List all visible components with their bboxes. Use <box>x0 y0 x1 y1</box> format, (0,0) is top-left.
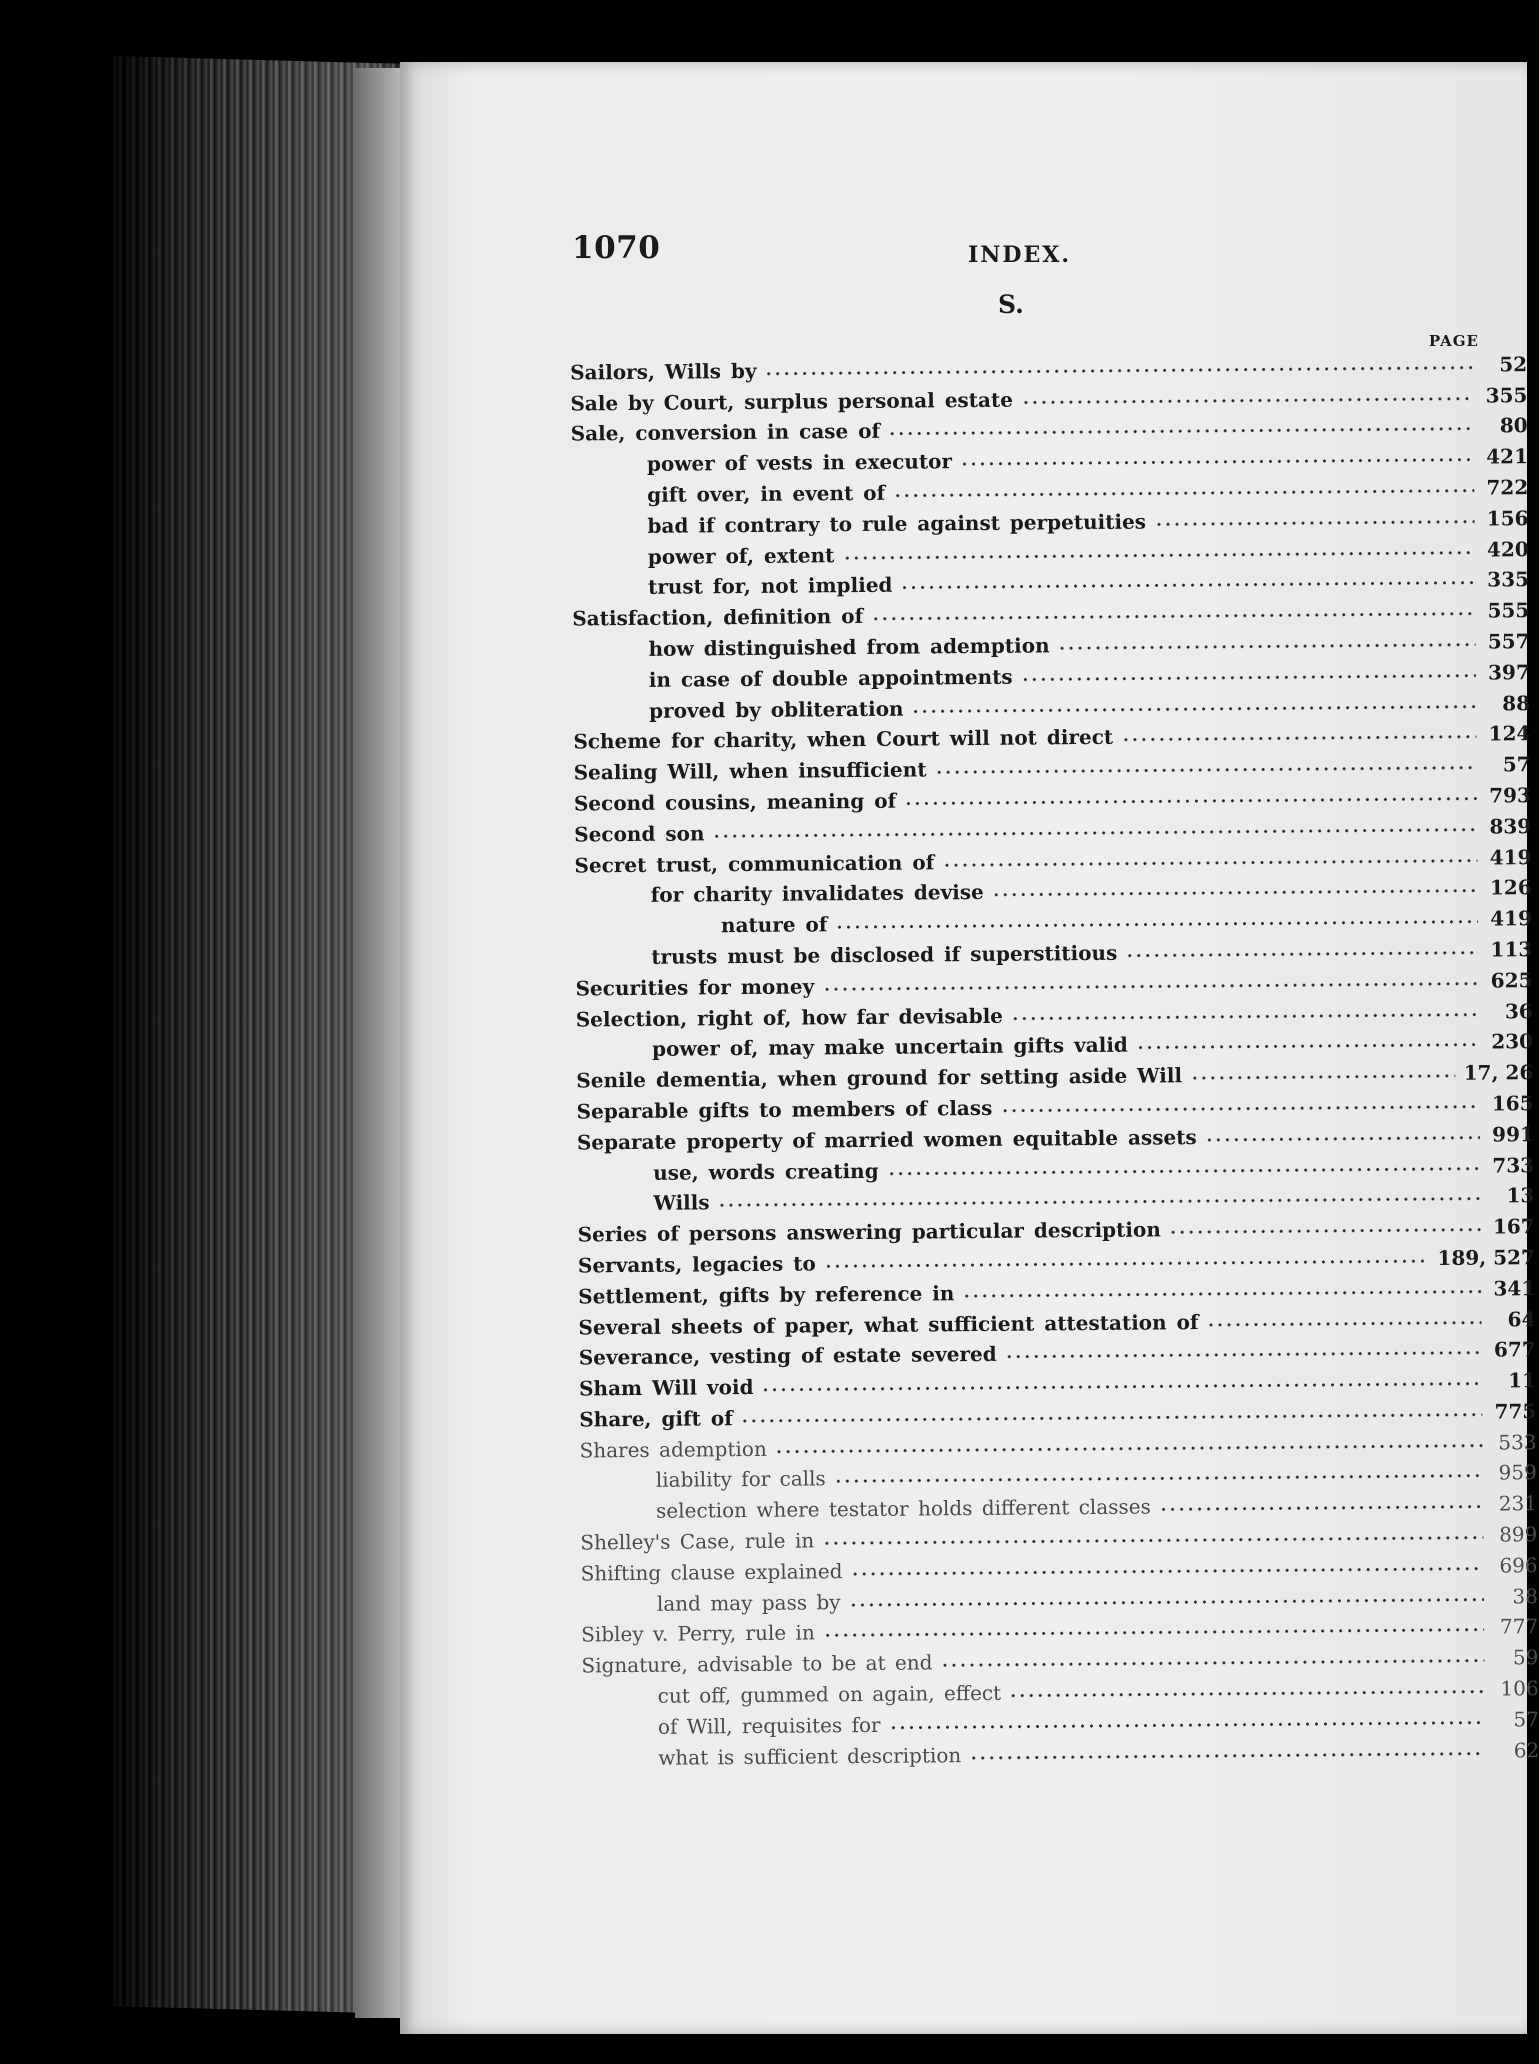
page-reference: 696 <box>1499 1552 1538 1578</box>
index-term: bad if contrary to rule against perpetuities <box>647 509 1147 538</box>
dot-leader <box>962 1288 1481 1299</box>
dot-leader <box>888 426 1474 437</box>
index-term: Series of persons answering particular description <box>577 1217 1161 1247</box>
page-reference: 625 <box>1490 967 1533 993</box>
page-reference: 156 <box>1486 505 1529 531</box>
page-reference: 355 <box>1485 382 1528 408</box>
page-reference: 419 <box>1490 906 1533 931</box>
page-reference: 677 <box>1493 1337 1536 1362</box>
page-reference: 839 <box>1489 813 1532 839</box>
dot-leader <box>822 980 1478 992</box>
index-term: power of, may make uncertain gifts valid <box>651 1033 1128 1062</box>
index-term: Sale, conversion in case of <box>570 419 881 446</box>
index-term: Settlement, gifts by reference in <box>578 1280 955 1309</box>
index-term: selection where testator holds different classes <box>655 1494 1151 1524</box>
index-term: what is sufficient description <box>658 1742 962 1770</box>
index-term: land may pass by <box>656 1589 841 1616</box>
dot-leader <box>835 919 1478 931</box>
index-term: Shelley's Case, rule in <box>580 1528 815 1555</box>
page-reference: 533 <box>1498 1429 1537 1455</box>
page-reference: 59 <box>1512 1645 1539 1670</box>
page-reference: 421 <box>1486 444 1529 469</box>
dot-leader <box>1005 1350 1482 1360</box>
index-term: Selection, right of, how far devisable <box>575 1003 1004 1032</box>
page-column-label: PAGE <box>1428 332 1479 350</box>
index-term: use, words creating <box>653 1158 879 1185</box>
index-term: trust for, not implied <box>647 573 893 600</box>
page-reference: 899 <box>1499 1522 1538 1547</box>
index-term: Shifting clause explained <box>580 1559 843 1586</box>
index-term: proved by obliteration <box>649 696 904 723</box>
page-reference: 88 <box>1502 690 1531 715</box>
dot-leader <box>718 1196 1481 1209</box>
dot-leader <box>934 765 1476 776</box>
dot-leader <box>969 1750 1485 1761</box>
index-term: Second cousins, meaning of <box>573 788 897 816</box>
dot-leader <box>900 580 1475 591</box>
page-reference: 36 <box>1504 998 1533 1023</box>
index-term: Wills <box>653 1190 710 1216</box>
page-reference: 777 <box>1499 1614 1539 1639</box>
index-term: cut off, gummed on again, effect <box>657 1680 1002 1708</box>
index-term: Sham Will void <box>578 1375 754 1401</box>
index-term: Shares ademption <box>579 1436 767 1463</box>
page-reference: 397 <box>1487 659 1530 685</box>
index-term: Signature, advisable to be at end <box>581 1650 933 1678</box>
dot-leader <box>849 1596 1484 1608</box>
page-reference: 62 <box>1513 1737 1539 1762</box>
page-reference: 106 <box>1500 1676 1539 1701</box>
dot-leader <box>1121 734 1476 743</box>
dot-leader <box>1000 1104 1479 1114</box>
page-reference: 80 <box>1499 413 1528 438</box>
running-head: INDEX. <box>968 242 1071 268</box>
index-term: liability for calls <box>655 1466 826 1493</box>
dot-leader <box>889 1719 1485 1730</box>
page-reference: 189, 527 <box>1437 1245 1536 1270</box>
page-reference: 775 <box>1494 1399 1537 1424</box>
page-reference: 38 <box>1512 1583 1538 1609</box>
dot-leader <box>741 1411 1483 1423</box>
index-term: power of vests in executor <box>646 449 953 477</box>
dot-leader <box>824 1258 1430 1269</box>
page-reference: 557 <box>1487 629 1530 654</box>
index-term: Secret trust, communication of <box>574 849 935 878</box>
index-term: Separate property of married women equitable assets <box>576 1124 1197 1155</box>
index-term: Second son <box>574 821 705 847</box>
index-term: Sibley v. Perry, rule in <box>581 1620 815 1647</box>
dot-leader <box>940 1658 1484 1669</box>
index-term: in case of double appointments <box>648 664 1013 692</box>
index-term: Sailors, Wills by <box>570 358 757 385</box>
dot-leader <box>871 611 1475 622</box>
page-reference: 113 <box>1490 937 1533 962</box>
dot-leader <box>834 1473 1483 1485</box>
page-reference: 57 <box>1513 1706 1539 1732</box>
dot-leader <box>893 488 1474 499</box>
index-term: Severance, vesting of estate severed <box>578 1342 997 1370</box>
index-term: Share, gift of <box>579 1406 733 1432</box>
index-term: Securities for money <box>575 974 815 1001</box>
index-term: trusts must be disclosed if superstitious <box>651 940 1118 969</box>
index-term: Several sheets of paper, what sufficient attestation of <box>578 1309 1199 1339</box>
dot-leader <box>942 857 1477 868</box>
page-reference: 555 <box>1487 598 1530 623</box>
page-reference: 722 <box>1486 475 1529 500</box>
dot-leader <box>912 703 1477 714</box>
index-term: Sealing Will, when insufficient <box>573 757 927 785</box>
index-entries <box>400 345 1539 1771</box>
index-term: how distinguished from ademption <box>648 633 1050 661</box>
page-reference: 165 <box>1491 1091 1534 1116</box>
page-reference: 124 <box>1488 721 1531 746</box>
dot-leader <box>1011 1011 1479 1021</box>
index-term: Satisfaction, definition of <box>572 604 864 631</box>
page-reference: 57 <box>1502 752 1531 777</box>
index-term: Senile dementia, when ground for setting aside Will <box>576 1063 1183 1093</box>
page-reference: 230 <box>1491 1029 1534 1054</box>
page-reference: 52 <box>1499 351 1528 377</box>
page-reference: 167 <box>1492 1214 1535 1239</box>
dot-leader <box>1205 1134 1480 1142</box>
index-term: power of, extent <box>647 542 835 569</box>
index-term: Scheme for charity, when Court will not direct <box>573 725 1114 754</box>
index-term: nature of <box>720 912 828 938</box>
index-term: gift over, in event of <box>647 480 886 507</box>
page-reference: 231 <box>1498 1491 1538 1516</box>
dot-leader <box>1125 950 1478 959</box>
dot-leader <box>851 1565 1484 1577</box>
dot-leader <box>713 826 1478 839</box>
page-reference: 64 <box>1507 1306 1536 1331</box>
page-reference: 126 <box>1489 875 1532 900</box>
page-reference: 793 <box>1489 783 1531 808</box>
page-reference: 733 <box>1492 1152 1535 1178</box>
dot-leader <box>823 1627 1484 1639</box>
dot-leader <box>1021 672 1476 682</box>
dot-leader <box>1021 395 1474 405</box>
dot-leader <box>842 549 1474 561</box>
dot-leader <box>1159 1504 1483 1513</box>
page-reference: 419 <box>1489 844 1532 870</box>
dot-leader <box>960 457 1474 467</box>
index-term: Sale by Court, surplus personal estate <box>570 387 1014 416</box>
index-term: for charity invalidates devise <box>650 880 984 908</box>
dot-leader <box>775 1442 1483 1454</box>
section-letter: S. <box>998 290 1024 319</box>
dot-leader <box>1169 1227 1481 1236</box>
page-reference: 335 <box>1487 567 1530 592</box>
page-reference: 420 <box>1486 536 1529 562</box>
dot-leader <box>765 364 1474 376</box>
page-reference: 17, 26 <box>1463 1060 1534 1085</box>
dot-leader <box>1207 1319 1482 1327</box>
dot-leader <box>1190 1073 1456 1081</box>
page-reference: 13 <box>1506 1183 1535 1208</box>
dot-leader <box>1136 1042 1479 1051</box>
dot-leader <box>1058 642 1476 652</box>
index-term: of Will, requisites for <box>657 1712 881 1739</box>
dot-leader <box>992 888 1478 898</box>
dot-leader <box>762 1381 1483 1393</box>
page-reference: 341 <box>1493 1275 1536 1301</box>
index-term: Servants, legacies to <box>577 1251 816 1278</box>
dot-leader <box>904 796 1477 807</box>
dot-leader <box>822 1535 1483 1547</box>
page-reference: 11 <box>1508 1368 1537 1393</box>
page-reference: 991 <box>1491 1121 1534 1147</box>
dot-leader <box>1154 518 1475 527</box>
dot-leader <box>1009 1689 1485 1699</box>
page-number: 1070 <box>572 230 661 266</box>
dot-leader <box>887 1165 1481 1176</box>
page-reference: 959 <box>1498 1460 1537 1485</box>
index-term: Separable gifts to members of class <box>576 1095 993 1124</box>
index-page <box>400 62 1539 2034</box>
